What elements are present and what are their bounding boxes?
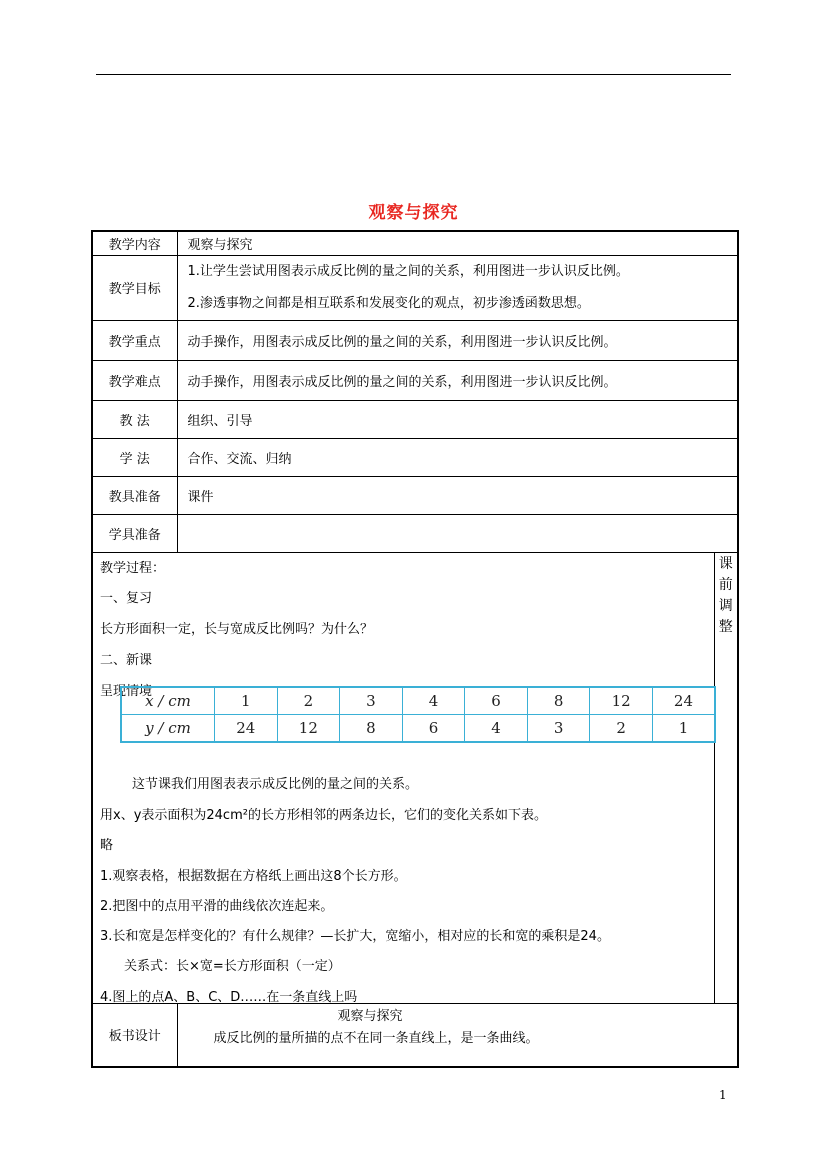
step-2: 2.把图中的点用平滑的曲线依次连起来。 bbox=[100, 898, 334, 914]
y-cell: 24 bbox=[215, 715, 278, 743]
process-heading: 教学过程： bbox=[100, 560, 166, 576]
row-label-learning-method: 学 法 bbox=[92, 438, 177, 476]
omitted-text: 略 bbox=[100, 837, 114, 853]
x-header: x / cm bbox=[121, 687, 215, 715]
relation-formula: 关系式：长×宽=长方形面积（一定） bbox=[124, 958, 341, 974]
row-label-difficulty: 教学难点 bbox=[92, 360, 177, 400]
document-title: 观察与探究 bbox=[368, 203, 459, 223]
y-cell: 6 bbox=[402, 715, 465, 743]
row-label-board: 板书设计 bbox=[92, 1003, 177, 1067]
row-value-goals bbox=[177, 255, 738, 320]
x-cell: 24 bbox=[652, 687, 715, 715]
row-value-learning-aids bbox=[177, 514, 738, 552]
row-value-learning-method: 合作、交流、归纳 bbox=[177, 438, 738, 476]
x-cell: 3 bbox=[340, 687, 403, 715]
x-cell: 12 bbox=[590, 687, 653, 715]
y-cell: 2 bbox=[590, 715, 653, 743]
page-number: 1 bbox=[719, 1088, 727, 1102]
intro-text: 这节课我们用图表表示成反比例的量之间的关系。 bbox=[132, 776, 419, 792]
y-cell: 4 bbox=[465, 715, 528, 743]
xy-data-table bbox=[120, 686, 716, 743]
step-3: 3.长和宽是怎样变化的？有什么规律？—长扩大，宽缩小，相对应的长和宽的乘积是24。 bbox=[100, 928, 610, 944]
board-title: 观察与探究 bbox=[337, 1008, 403, 1024]
row-value-difficulty: 动手操作，用图表示成反比例的量之间的关系，利用图进一步认识反比例。 bbox=[177, 360, 738, 400]
x-row bbox=[121, 687, 715, 715]
board-text: 成反比例的量所描的点不在同一条直线上，是一条曲线。 bbox=[213, 1030, 539, 1046]
x-cell: 1 bbox=[215, 687, 278, 715]
section-review: 一、复习 bbox=[100, 590, 153, 606]
y-header: y / cm bbox=[121, 715, 215, 743]
row-value-teaching-aids: 课件 bbox=[177, 476, 738, 514]
situation-label: 呈现情境 bbox=[100, 683, 153, 699]
x-cell: 6 bbox=[465, 687, 528, 715]
board-design bbox=[177, 1003, 738, 1067]
goal-line-1: 1.让学生尝试用图表示成反比例的量之间的关系，利用图进一步认识反比例。 bbox=[187, 263, 629, 279]
teaching-process-cell bbox=[92, 552, 714, 1003]
description-text: 用x、y表示面积为24cm²的长方形相邻的两条边长，它们的变化关系如下表。 bbox=[100, 807, 547, 823]
row-label-key-point: 教学重点 bbox=[92, 320, 177, 360]
row-label-goals: 教学目标 bbox=[92, 255, 177, 320]
y-cell: 8 bbox=[340, 715, 403, 743]
y-cell: 3 bbox=[527, 715, 590, 743]
row-value-key-point: 动手操作，用图表示成反比例的量之间的关系，利用图进一步认识反比例。 bbox=[177, 320, 738, 360]
step-4: 4.图上的点A、B、C、D……在一条直线上吗 bbox=[100, 989, 358, 1005]
row-label-content: 教学内容 bbox=[92, 231, 177, 255]
row-label-teaching-method: 教 法 bbox=[92, 400, 177, 438]
side-note-char: 课 bbox=[718, 555, 733, 572]
row-value-content: 观察与探究 bbox=[177, 231, 738, 255]
step-1: 1.观察表格，根据数据在方格纸上画出这8个长方形。 bbox=[100, 868, 407, 884]
side-note-char: 前 bbox=[718, 576, 733, 593]
side-note bbox=[714, 552, 738, 1003]
x-cell: 2 bbox=[277, 687, 340, 715]
goal-line-2: 2.渗透事物之间都是相互联系和发展变化的观点，初步渗透函数思想。 bbox=[187, 295, 590, 311]
side-note-char: 调 bbox=[718, 597, 733, 614]
y-cell: 12 bbox=[277, 715, 340, 743]
row-value-teaching-method: 组织、引导 bbox=[177, 400, 738, 438]
section-new-lesson: 二、新课 bbox=[100, 652, 153, 668]
x-cell: 8 bbox=[527, 687, 590, 715]
row-label-learning-aids: 学具准备 bbox=[92, 514, 177, 552]
lesson-plan-table bbox=[91, 230, 739, 1068]
x-cell: 4 bbox=[402, 687, 465, 715]
header-rule bbox=[96, 74, 731, 75]
y-cell: 1 bbox=[652, 715, 715, 743]
side-note-char: 整 bbox=[718, 618, 733, 635]
y-row bbox=[121, 715, 715, 743]
row-label-teaching-aids: 教具准备 bbox=[92, 476, 177, 514]
review-question: 长方形面积一定，长与宽成反比例吗？为什么？ bbox=[100, 621, 374, 637]
